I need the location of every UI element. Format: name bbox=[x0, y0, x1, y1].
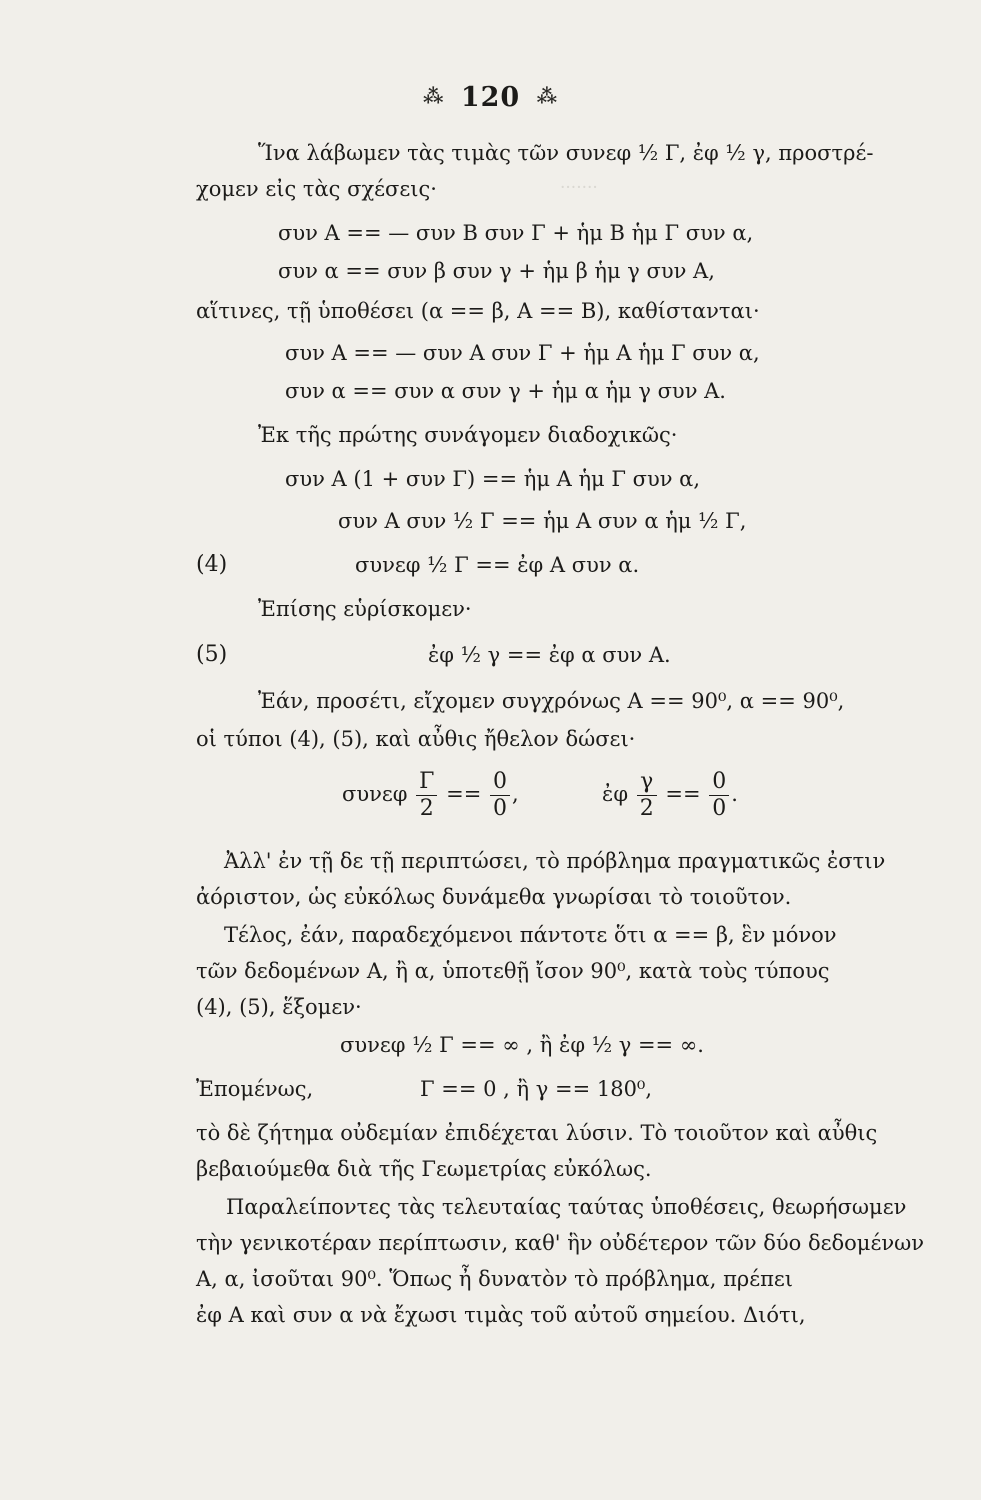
text-line: Ἐπίσης εὑρίσκομεν· bbox=[258, 597, 472, 621]
fraction-zero-zero bbox=[490, 769, 510, 822]
numerator: Γ bbox=[416, 769, 437, 796]
formula-line: συνεφ ½ Γ == ἐφ Α συν α. bbox=[355, 553, 640, 577]
formula-line: συν α == συν α συν γ + ἡμ α ἡμ γ συν Α. bbox=[285, 379, 726, 403]
page-number: 120 bbox=[460, 82, 521, 113]
text-line: ἐφ Α καὶ συν α νὰ ἔχωσι τιμὰς τοῦ αὐτοῦ σημείου. Διότι, bbox=[196, 1303, 806, 1327]
formula-line: ἐφ ½ γ == ἐφ α συν Α. bbox=[428, 643, 671, 667]
text-line: οἱ τύποι (4), (5), καὶ αὖθις ἤθελον δώσει· bbox=[196, 727, 636, 751]
text-line: τὴν γενικοτέραν περίπτωσιν, καθ' ἣν οὐδέτερον τῶν δύο δεδομένων bbox=[196, 1231, 924, 1255]
fraction-half-gamma bbox=[416, 769, 437, 822]
comma: , bbox=[511, 782, 519, 806]
text-line: Ἐπομένως, bbox=[196, 1077, 314, 1101]
left-ornament-icon: ⁂ bbox=[422, 84, 445, 108]
page-header bbox=[0, 82, 981, 113]
numerator: 0 bbox=[709, 769, 729, 796]
text-line: τὸ δὲ ζήτημα οὐδεμίαν ἐπιδέχεται λύσιν. Τὸ τοιοῦτον καὶ αὖθις bbox=[196, 1121, 878, 1145]
formula-line: συνεφ ½ Γ == ∞ , ἢ ἐφ ½ γ == ∞. bbox=[340, 1033, 704, 1057]
formula-line: συν α == συν β συν γ + ἡμ β ἡμ γ συν Α, bbox=[278, 259, 715, 283]
formula-line: συν Α == — συν Β συν Γ + ἡμ Β ἡμ Γ συν α, bbox=[278, 221, 754, 245]
numerator: γ bbox=[637, 769, 657, 796]
tangent-label: ἐφ bbox=[602, 782, 629, 806]
text-line: χομεν εἰς τὰς σχέσεις· bbox=[196, 177, 437, 201]
numerator: 0 bbox=[490, 769, 510, 796]
text-line: Α, α, ἰσοῦται 90⁰. Ὅπως ἦ δυνατὸν τὸ πρόβλημα, πρέπει bbox=[196, 1267, 794, 1291]
period: . bbox=[731, 782, 738, 806]
equals-sign: == bbox=[446, 782, 482, 806]
text-line: Παραλείποντες τὰς τελευταίας ταύτας ὑποθέσεις, θεωρήσωμεν bbox=[226, 1195, 907, 1219]
text-line: Ἀλλ' ἐν τῇ δε τῇ περιπτώσει, τὸ πρόβλημα πραγματικῶς ἐστιν bbox=[224, 849, 886, 873]
fraction-zero-zero bbox=[709, 769, 729, 822]
text-line: Ἐάν, προσέτι, εἴχομεν συγχρόνως Α == 90⁰, α == 90⁰, bbox=[258, 689, 845, 713]
text-line: (4), (5), ἕξομεν· bbox=[196, 995, 362, 1019]
text-line: Ἵνα λάβωμεν τὰς τιμὰς τῶν συνεφ ½ Γ, ἐφ ½ γ, προστρέ- bbox=[258, 141, 874, 165]
fraction-half-small-gamma bbox=[637, 769, 657, 822]
formula-line: Γ == 0 , ἢ γ == 180⁰, bbox=[420, 1077, 653, 1101]
denominator: 2 bbox=[639, 796, 654, 821]
text-line: αἵτινες, τῇ ὑποθέσει (α == β, Α == Β), καθίστανται· bbox=[196, 299, 760, 323]
text-line: τῶν δεδομένων Α, ἢ α, ὑποτεθῇ ἴσον 90⁰, κατὰ τοὺς τύπους bbox=[196, 959, 830, 983]
equation-label-5: (5) bbox=[196, 642, 228, 667]
formula-line: συν Α (1 + συν Γ) == ἡμ Α ἡμ Γ συν α, bbox=[285, 467, 701, 491]
fraction-formula bbox=[342, 766, 738, 822]
cotangent-label: συνεφ bbox=[342, 782, 408, 806]
right-ornament-icon: ⁂ bbox=[536, 84, 559, 108]
denominator: 2 bbox=[419, 796, 434, 821]
text-line: βεβαιούμεθα διὰ τῆς Γεωμετρίας εὐκόλως. bbox=[196, 1157, 652, 1181]
denominator: 0 bbox=[492, 796, 507, 821]
text-line: ἀόριστον, ὡς εὐκόλως δυνάμεθα γνωρίσαι τὸ τοιοῦτον. bbox=[196, 885, 792, 909]
denominator: 0 bbox=[712, 796, 727, 821]
text-line: Ἐκ τῆς πρώτης συνάγομεν διαδοχικῶς· bbox=[258, 423, 678, 447]
formula-line: συν Α == — συν Α συν Γ + ἡμ Α ἡμ Γ συν α, bbox=[285, 341, 760, 365]
bleed-through-text: ······· bbox=[560, 178, 598, 198]
formula-line: συν Α συν ½ Γ == ἡμ Α συν α ἡμ ½ Γ, bbox=[338, 509, 747, 533]
equation-label-4: (4) bbox=[196, 552, 228, 577]
text-line: Τέλος, ἐάν, παραδεχόμενοι πάντοτε ὅτι α == β, ἓν μόνον bbox=[224, 923, 837, 947]
equals-sign: == bbox=[665, 782, 701, 806]
